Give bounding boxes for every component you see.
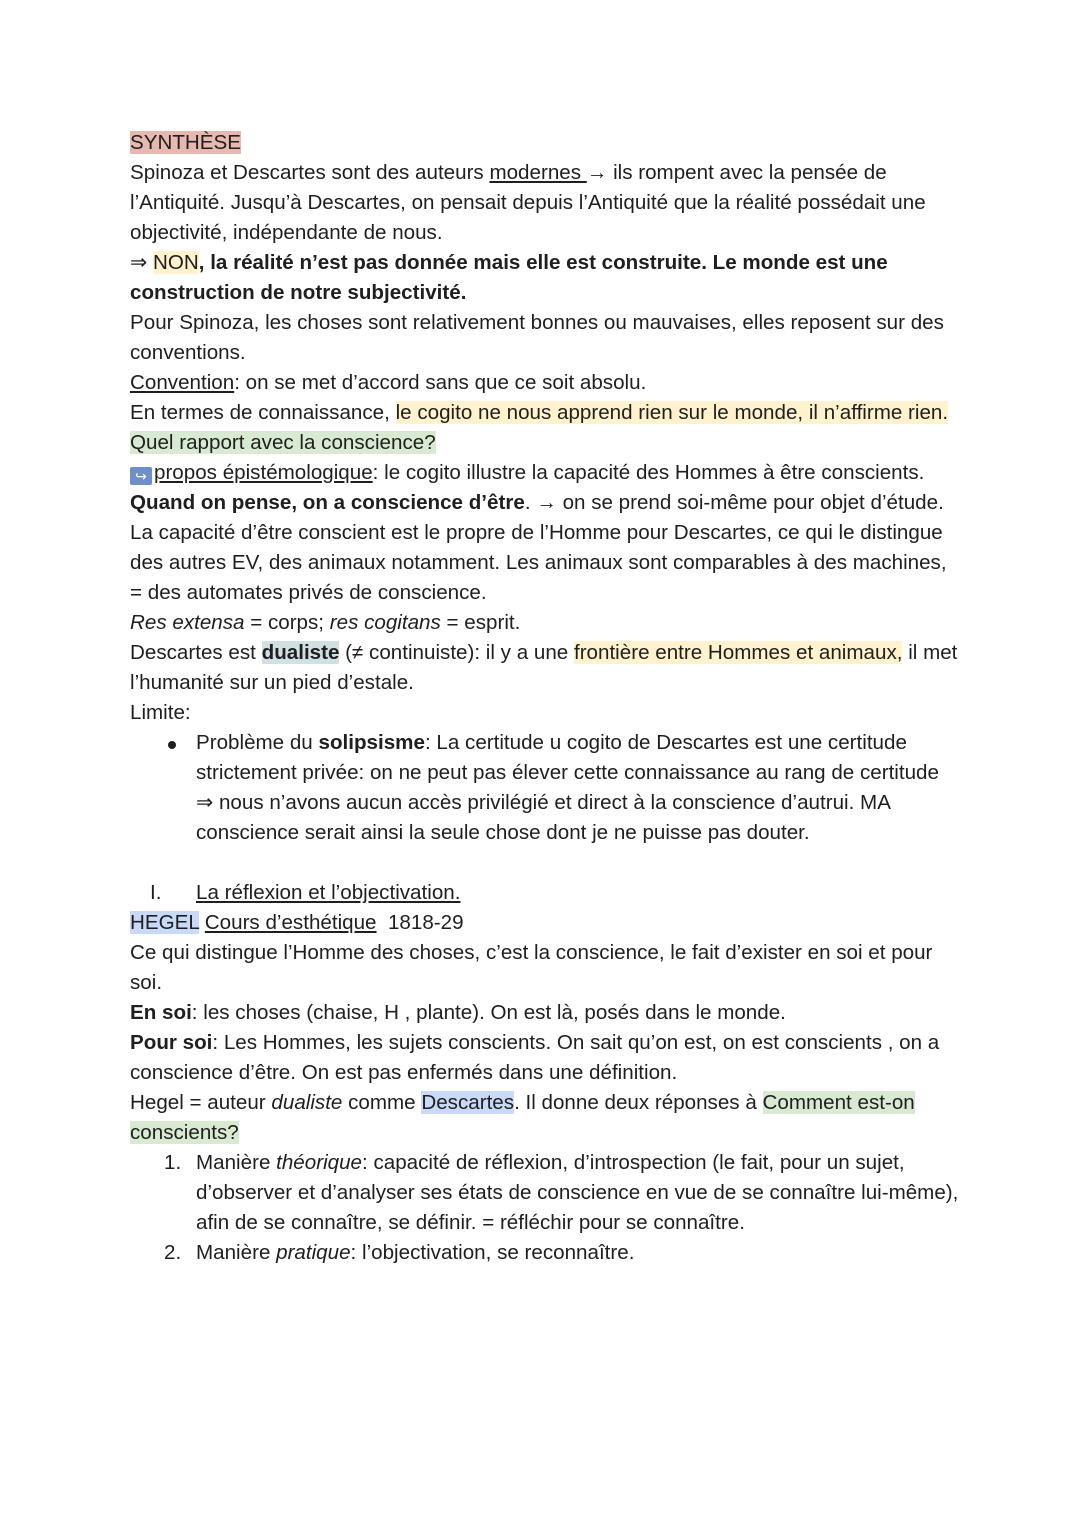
text-span: : les choses (chaise, H , plante). On est là, posés dans le monde. xyxy=(191,1001,786,1024)
text-span: → ils rompent avec la pensée de l’Antiquité. Jusqu’à Descartes, on pensait depuis l’Antiquité que la réalité possédait une objectivité, indépendante de nous. xyxy=(130,161,926,244)
term-pratique: pratique xyxy=(276,1241,351,1264)
synthese-title xyxy=(130,128,960,158)
return-arrow-icon: ↪ xyxy=(130,467,152,485)
paragraph-spinoza: Pour Spinoza, les choses sont relativement bonnes ou mauvaises, elles reposent sur des conventions. xyxy=(130,311,944,364)
list-number: 1. xyxy=(164,1151,182,1174)
text-span: Manière xyxy=(196,1241,277,1264)
limite-list xyxy=(130,728,960,848)
term-dualiste: dualiste xyxy=(271,1091,343,1114)
term-convention: Convention xyxy=(130,371,235,394)
bold-statement: , la réalité n’est pas donnée mais elle est construite. Le monde est une construction de notre subjectivité. xyxy=(130,251,888,304)
paragraph-en-soi xyxy=(130,998,960,1028)
list-number: 2. xyxy=(164,1241,182,1264)
question-line xyxy=(130,428,960,458)
text-span: il met l’humanité sur un pied d’estale. xyxy=(130,641,958,694)
text-span: : le cogito illustre la capacité des Hommes à être conscients. xyxy=(372,461,925,484)
paragraph-epistemologique xyxy=(130,458,960,608)
text-span: (≠ continuiste): il y a une xyxy=(339,641,574,664)
paragraph-hegel-dualiste xyxy=(130,1088,960,1148)
implies-arrow: ⇒ xyxy=(130,251,153,274)
text-span: comme xyxy=(342,1091,422,1114)
text-span: Spinoza et Descartes sont des auteurs xyxy=(130,161,490,184)
highlight-cogito: le cogito ne nous apprend rien sur le monde, il n’affirme rien. xyxy=(395,401,949,424)
term-dualiste: dualiste xyxy=(261,641,340,664)
paragraph-distingue: Ce qui distingue l’Homme des choses, c’est la conscience, le fait d’exister en soi et pour soi. xyxy=(130,941,933,994)
question-highlight: Comment est-on conscients? xyxy=(130,1091,915,1144)
author-hegel: HEGEL xyxy=(130,911,200,934)
text-span: : La certitude u cogito de Descartes est une certitude strictement privée: on ne peut pas élever cette connaissance au rang de certitude ⇒ nous n’avons aucun accès privilégié et direct à la conscience d’autrui. MA conscience serait ainsi la seule chose dont je ne puisse pas douter. xyxy=(196,731,939,844)
paragraph-dualiste xyxy=(130,638,960,698)
text-span: En termes de connaissance, xyxy=(130,401,396,424)
term-solipsisme: solipsisme xyxy=(318,731,425,754)
list-item xyxy=(130,728,960,848)
section-heading xyxy=(130,878,960,908)
list-item xyxy=(130,1148,960,1238)
paragraph-cogito xyxy=(130,398,960,428)
highlight-frontiere: frontière entre Hommes et animaux, xyxy=(573,641,903,664)
term-res-cogitans: res cogitans xyxy=(329,611,441,634)
term-epistemologique: propos épistémologique xyxy=(154,461,373,484)
hegel-reference xyxy=(130,908,960,938)
text-span: = esprit. xyxy=(440,611,521,634)
text-span: Hegel = auteur xyxy=(130,1091,272,1114)
text-span: : l’objectivation, se reconnaître. xyxy=(350,1241,635,1264)
work-years: 1818-29 xyxy=(376,911,464,934)
document-page xyxy=(130,128,960,1268)
text-span: . → on se prend soi-même pour objet d’étude. La capacité d’être conscient est le propre de l’Homme pour Descartes, ce qui le distingue des autres EV, des animaux notamment. Les animaux sont comparables à des machines, = des automates privés de conscience. xyxy=(130,491,947,604)
text-span: Descartes est xyxy=(130,641,262,664)
paragraph-non xyxy=(130,248,960,308)
text-span: : capacité de réflexion, d’introspection (le fait, pour un sujet, d’observer et d’analyser ses états de conscience en vue de se connaître lui-même), afin de se connaître, se définir. = réfléchir pour se connaître. xyxy=(196,1151,959,1234)
synthese-title-text: SYNTHÈSE xyxy=(130,131,242,154)
section-title: La réflexion et l’objectivation. xyxy=(196,881,461,904)
text-span: Problème du xyxy=(196,731,319,754)
text-span: : Les Hommes, les sujets conscients. On sait qu’on est, on est conscients , on a conscience d’être. On est pas enfermés dans une définition. xyxy=(130,1031,940,1084)
text-span: . Il donne deux réponses à xyxy=(514,1091,763,1114)
author-descartes: Descartes xyxy=(421,1091,515,1114)
paragraph-pour-soi xyxy=(130,1028,960,1088)
term-modernes: modernes xyxy=(489,161,587,184)
term-theorique: théorique xyxy=(276,1151,362,1174)
list-item xyxy=(130,1238,960,1268)
text-span: : on se met d’accord sans que ce soit absolu. xyxy=(234,371,647,394)
paragraph-convention xyxy=(130,368,960,398)
section-numeral: I. xyxy=(150,881,162,904)
paragraph-res xyxy=(130,608,960,638)
term-pour-soi: Pour soi xyxy=(130,1031,213,1054)
limite-label: Limite: xyxy=(130,701,191,724)
numbered-list xyxy=(130,1148,960,1268)
paragraph-modernes xyxy=(130,158,960,248)
bold-statement: Quand on pense, on a conscience d’être xyxy=(130,491,525,514)
term-res-extensa: Res extensa xyxy=(130,611,245,634)
text-span: Manière xyxy=(196,1151,277,1174)
term-en-soi: En soi xyxy=(130,1001,192,1024)
highlight-non: NON xyxy=(152,251,199,274)
bullet-icon xyxy=(168,741,176,749)
question-highlight: Quel rapport avec la conscience? xyxy=(130,431,436,454)
text-span: = corps; xyxy=(244,611,330,634)
work-title: Cours d’esthétique xyxy=(204,911,377,934)
spacer xyxy=(130,848,960,878)
